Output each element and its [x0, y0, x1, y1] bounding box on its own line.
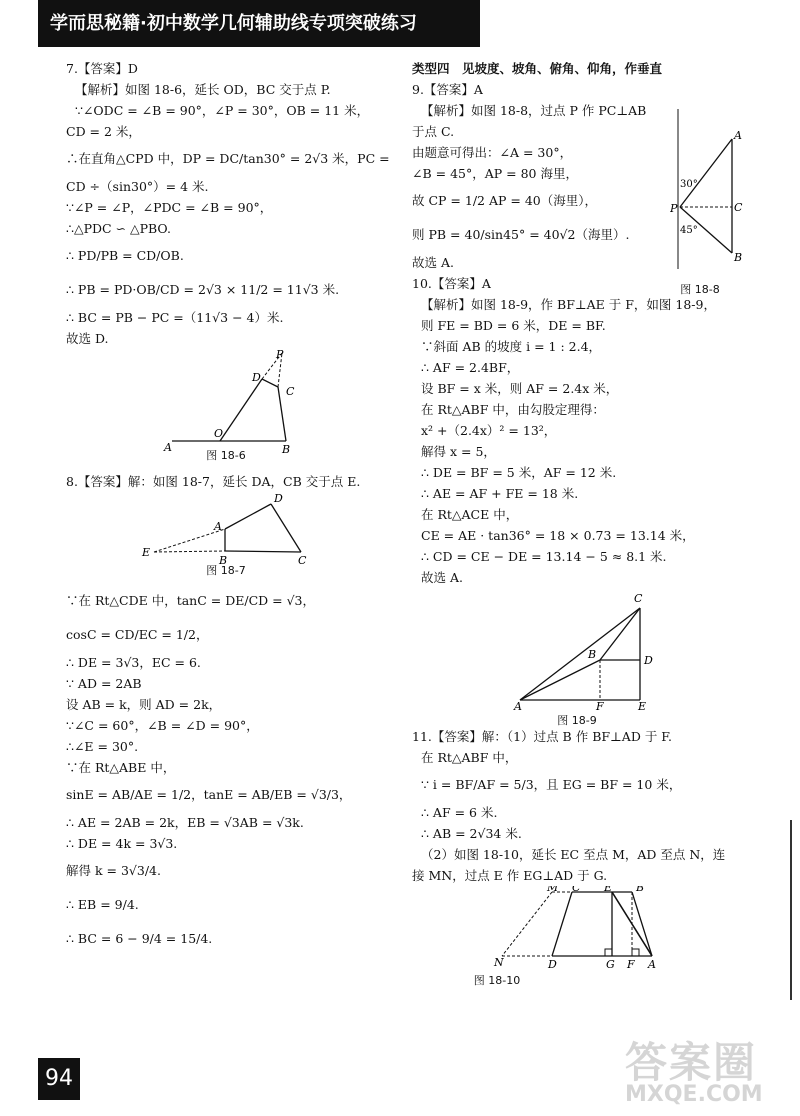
label-M: M [547, 886, 559, 894]
label-angle-30: 30° [680, 179, 698, 190]
q9-line: ∠B = 45°，AP = 80 海里， [412, 166, 578, 181]
label-D: D [548, 958, 557, 971]
q8-line: ∴ EB = 9/4. [66, 897, 139, 912]
q7-line: ∵∠ODC = ∠B = 90°，∠P = 30°，OB = 11 米， [75, 103, 370, 118]
label-E: E [142, 546, 151, 559]
label-D: D [252, 371, 261, 384]
figure-caption: 图 18-6 [206, 449, 246, 462]
q7-line: ∴ BC = PB − PC =（11√3 − 4）米. [66, 310, 284, 325]
q8-line: ∵在 Rt△ABE 中， [66, 760, 176, 775]
label-A: A [164, 441, 172, 454]
label-D: D [644, 654, 653, 667]
page-header [38, 0, 480, 47]
figure-18-9-diagram [412, 588, 782, 710]
q7-line: ∴在直角△CPD 中，DP = DC/tan30° = 2√3 米，PC = [66, 151, 390, 166]
figure-18-8-diagram [670, 109, 760, 269]
q10-line: ∴ AE = AF + FE = 18 米. [421, 486, 579, 501]
label-D: D [274, 492, 283, 505]
label-P: P [670, 202, 678, 215]
q10-line: 设 BF = x 米，则 AF = 2.4x 米， [421, 381, 619, 396]
watermark-sub: MXQE.COM [625, 1082, 763, 1107]
header-title: 学而思秘籍·初中数学几何辅助线专项突破练习 [50, 13, 417, 34]
q9-line: 由题意可得出：∠A = 30°， [412, 145, 573, 160]
q8-line: ∴ DE = 4k = 3√3. [66, 836, 178, 851]
q10-line: 则 FE = BD = 6 米，DE = BF. [421, 318, 606, 333]
q8-answer: 8.【答案】解：如图 18-7，延长 DA，CB 交于点 E. [66, 474, 361, 489]
q11-line: ∴ AB = 2√34 米. [421, 826, 522, 841]
figure-18-10-diagram [412, 886, 782, 972]
q8-line: ∵在 Rt△CDE 中，tanC = DE/CD = √3， [66, 593, 315, 608]
figure-18-7 [66, 492, 386, 584]
q8-line: ∴ DE = 3√3，EC = 6. [66, 655, 201, 670]
q10-line: 在 Rt△ACE 中， [421, 507, 519, 522]
q9-answer: 9.【答案】A [412, 82, 483, 97]
q10-line: ∴ CD = CE − DE = 13.14 − 5 ≈ 8.1 米. [421, 549, 667, 564]
q10-line: ∵斜面 AB 的坡度 i = 1 : 2.4， [421, 339, 602, 354]
q10-line: 【解析】如图 18-9，作 BF⊥AE 于 F，如图 18-9， [421, 297, 716, 312]
section-heading: 类型四 见坡度、坡角、俯角、仰角，作垂直 [412, 61, 663, 76]
figure-18-10 [412, 886, 782, 988]
q8-line: 解得 k = 3√3/4. [66, 863, 161, 878]
label-G: G [606, 958, 615, 971]
q9-line: 于点 C. [412, 124, 455, 139]
watermark-main: 答案圈 [625, 1038, 758, 1087]
q7-line: ∴△PDC ∽ △PBO. [66, 221, 171, 236]
figure-caption: 图 18-8 [680, 283, 720, 296]
q8-line: ∴∠E = 30°. [66, 739, 139, 754]
q10-line: CE = AE · tan36° = 18 × 0.73 = 13.14 米， [421, 528, 695, 543]
q11-line: 接 MN，过点 E 作 EG⊥AD 于 G. [412, 868, 608, 883]
label-A: A [514, 700, 522, 710]
q9-line: 则 PB = 40/sin45° = 40√2（海里）. [412, 227, 630, 242]
label-O: O [214, 427, 224, 440]
q7-line: CD = 2 米， [66, 124, 141, 139]
q11-line: ∴ AF = 6 米. [421, 805, 498, 820]
margin-rule [790, 820, 792, 1000]
q10-line: 解得 x = 5， [421, 444, 496, 459]
label-B: B [219, 554, 228, 567]
q8-line: ∴ BC = 6 − 9/4 = 15/4. [66, 931, 213, 946]
label-P: P [276, 349, 284, 361]
label-N: N [494, 956, 504, 969]
label-angle-45: 45° [680, 225, 698, 236]
figure-18-7-diagram [66, 492, 386, 568]
label-C: C [634, 592, 643, 605]
label-C: C [734, 201, 743, 214]
right-column [412, 58, 782, 988]
q7-answer: 7.【答案】D [66, 61, 138, 76]
q10-line: ∴ AF = 2.4BF， [421, 360, 520, 375]
label-A: A [214, 520, 222, 533]
label-C: C [298, 554, 307, 567]
figure-18-8 [670, 109, 760, 296]
label-A: A [648, 958, 656, 971]
label-E: E [604, 886, 613, 894]
figure-18-6 [66, 349, 386, 471]
q10-line: ∴ DE = BF = 5 米，AF = 12 米. [421, 465, 617, 480]
figure-caption: 图 18-7 [206, 564, 246, 577]
label-C: C [572, 886, 581, 894]
watermark [625, 1030, 785, 1110]
left-column [66, 58, 390, 956]
q7-line: CD ÷（sin30°）= 4 米. [66, 179, 209, 194]
label-C: C [286, 385, 295, 398]
label-B: B [282, 443, 291, 455]
q8-line: ∵∠C = 60°，∠B = ∠D = 90°， [66, 718, 259, 733]
q10-answer: 10.【答案】A [412, 276, 491, 291]
q10-line: x² +（2.4x）² = 13²， [421, 423, 557, 438]
label-E: E [638, 700, 647, 710]
q8-line: ∴ AE = 2AB = 2k，EB = √3AB = √3k. [66, 815, 304, 830]
figure-18-9 [412, 588, 782, 726]
figure-caption: 图 18-10 [473, 974, 521, 987]
q8-line: 设 AB = k，则 AD = 2k， [66, 697, 222, 712]
q9-line: 【解析】如图 18-8，过点 P 作 PC⊥AB [421, 103, 647, 118]
label-F: F [627, 958, 635, 971]
q7-line: ∵∠P = ∠P，∠PDC = ∠B = 90°， [66, 200, 273, 215]
label-F: F [596, 700, 604, 710]
q10-line: 故选 A. [421, 570, 463, 585]
q11-line: 在 Rt△ABF 中， [421, 750, 518, 765]
q11-line: （2）如图 18-10，延长 EC 至点 M，AD 至点 N，连 [421, 847, 726, 862]
q7-line: ∴ PB = PD·OB/CD = 2√3 × 11/2 = 11√3 米. [66, 282, 340, 297]
label-B: B [636, 886, 645, 894]
q8-line: cosC = CD/EC = 1/2， [66, 627, 209, 642]
figure-18-6-diagram [66, 349, 386, 455]
q7-line: 故选 D. [66, 331, 109, 346]
q9-line: 故选 A. [412, 255, 454, 270]
page-number: 94 [38, 1058, 80, 1100]
q8-line: sinE = AB/AE = 1/2，tanE = AB/EB = √3/3， [66, 787, 352, 802]
q11-line: ∵ i = BF/AF = 5/3，且 EG = BF = 10 米， [421, 777, 682, 792]
label-A: A [734, 129, 742, 142]
figure-caption: 图 18-9 [557, 714, 597, 727]
q7-line: ∴ PD/PB = CD/OB. [66, 248, 184, 263]
label-B: B [588, 648, 597, 661]
q7-line: 【解析】如图 18-6，延长 OD，BC 交于点 P. [75, 82, 331, 97]
q8-line: ∵ AD = 2AB [66, 676, 142, 691]
label-B: B [734, 251, 743, 264]
q10-line: 在 Rt△ABF 中，由勾股定理得： [421, 402, 605, 417]
q11-answer: 11.【答案】解：（1）过点 B 作 BF⊥AD 于 F. [412, 729, 672, 744]
q9-line: 故 CP = 1/2 AP = 40（海里）， [412, 193, 597, 208]
